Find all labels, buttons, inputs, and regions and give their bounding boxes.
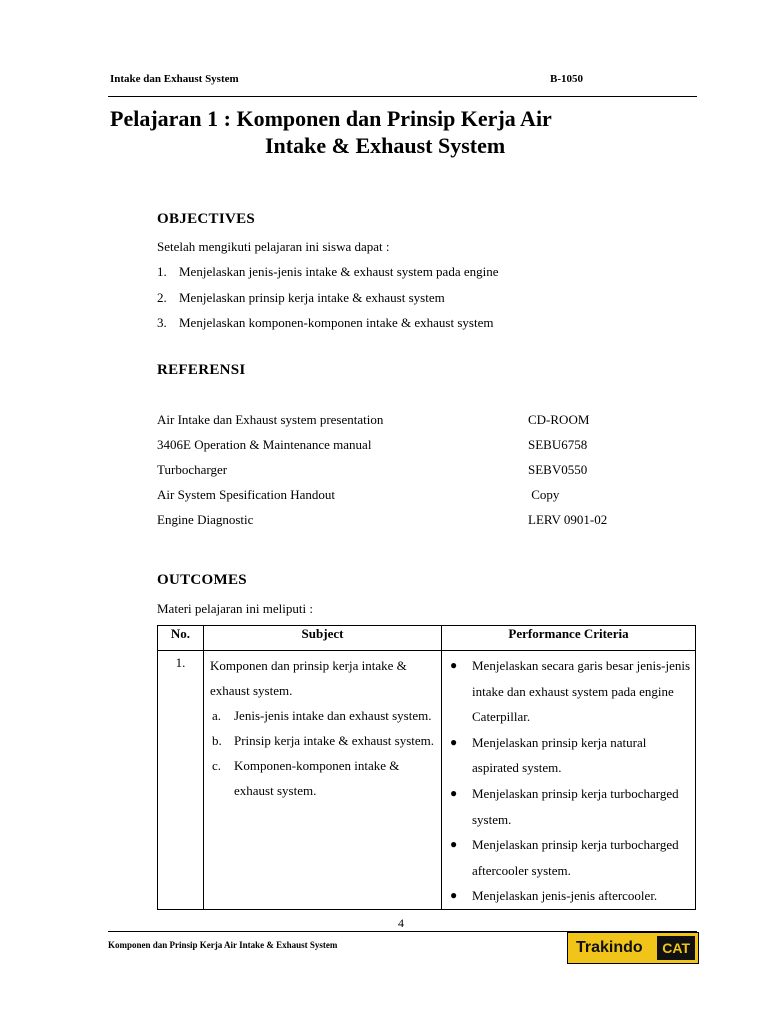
objective-number: 1. <box>157 264 167 279</box>
cat-logo-icon: CAT <box>657 936 695 960</box>
criteria-text: Menjelaskan prinsip kerja turbocharged system. <box>472 785 679 827</box>
row-number: 1. <box>158 651 204 910</box>
subitem-marker: b. <box>212 733 222 748</box>
reference-title: Turbocharger <box>157 462 228 477</box>
criteria-item <box>448 781 691 832</box>
subitem-text: Jenis-jenis intake dan exhaust system. <box>234 708 432 723</box>
objective-text: Menjelaskan komponen-komponen intake & exhaust system <box>179 315 494 330</box>
criteria-item <box>448 653 691 730</box>
criteria-text: Menjelaskan prinsip kerja turbocharged aftercooler system. <box>472 837 679 878</box>
reference-title: Air System Spesification Handout <box>157 487 336 502</box>
subject-sublist <box>210 703 437 803</box>
objective-number: 2. <box>157 290 167 305</box>
subject-main: Komponen dan prinsip kerja intake & exhaust system. <box>210 658 407 698</box>
running-header-title: Intake dan Exhaust System <box>110 73 239 85</box>
logo-brand-text: Trakindo <box>576 939 643 956</box>
objective-number: 3. <box>157 315 167 330</box>
objective-item <box>157 264 499 280</box>
criteria-cell <box>442 651 696 910</box>
reference-code: CD-ROOM <box>528 412 590 427</box>
reference-code: SEBU6758 <box>528 437 588 452</box>
criteria-item <box>448 883 691 909</box>
running-footer-title: Komponen dan Prinsip Kerja Air Intake & Exhaust System <box>108 940 338 950</box>
outcomes-intro: Materi pelajaran ini meliputi : <box>157 601 313 616</box>
bullet-icon: ● <box>450 837 458 852</box>
outcomes-heading: OUTCOMES <box>157 572 247 588</box>
bullet-icon: ● <box>450 658 458 672</box>
bullet-icon: ● <box>450 785 458 800</box>
criteria-text: Menjelaskan jenis-jenis aftercooler. <box>472 888 658 904</box>
criteria-text: Menjelaskan secara garis besar jenis-jenis intake dan exhaust system pada engine Caterpillar. <box>472 658 691 725</box>
objective-text: Menjelaskan prinsip kerja intake & exhaust system <box>179 290 445 305</box>
objective-item <box>157 315 493 331</box>
subitem-text: Prinsip kerja intake & exhaust system. <box>234 733 435 748</box>
objective-item <box>157 290 445 306</box>
reference-code: LERV 0901-02 <box>528 512 608 527</box>
subject-cell <box>204 651 442 910</box>
referensi-heading: REFERENSI <box>157 362 246 378</box>
subject-subitem <box>210 703 437 728</box>
reference-code: SEBV0550 <box>528 462 588 477</box>
outcomes-table <box>157 625 696 910</box>
objectives-intro: Setelah mengikuti pelajaran ini siswa dapat : <box>157 239 390 254</box>
column-header-criteria: Performance Criteria <box>442 626 696 651</box>
table-row <box>158 651 696 910</box>
bullet-icon: ● <box>450 888 458 903</box>
reference-title: Engine Diagnostic <box>157 512 254 527</box>
column-header-no: No. <box>158 626 204 651</box>
header-rule <box>108 96 697 97</box>
criteria-item <box>448 832 691 883</box>
document-code: B-1050 <box>550 73 583 85</box>
subject-subitem <box>210 728 437 753</box>
column-header-subject: Subject <box>204 626 442 651</box>
criteria-item <box>448 730 691 781</box>
trakindo-cat-logo <box>567 932 699 964</box>
objective-text: Menjelaskan jenis-jenis intake & exhaust system pada engine <box>179 264 499 279</box>
objectives-heading: OBJECTIVES <box>157 211 256 227</box>
criteria-list <box>448 653 691 909</box>
reference-title: Air Intake dan Exhaust system presentation <box>157 412 384 427</box>
criteria-text: Menjelaskan prinsip kerja natural aspirated system. <box>472 734 647 776</box>
subitem-text: Komponen-komponen intake & exhaust system. <box>234 758 400 798</box>
table-header-row <box>158 626 696 651</box>
page-number: 4 <box>398 916 404 930</box>
subitem-marker: c. <box>212 758 222 773</box>
subject-subitem <box>210 753 437 803</box>
bullet-icon: ● <box>450 734 458 749</box>
page-title-line-1: Pelajaran 1 : Komponen dan Prinsip Kerja Air <box>110 106 552 131</box>
page-title-line-2: Intake & Exhaust System <box>265 133 506 158</box>
reference-code: Copy <box>528 487 560 502</box>
subitem-marker: a. <box>212 708 222 723</box>
reference-title: 3406E Operation & Maintenance manual <box>157 437 372 452</box>
